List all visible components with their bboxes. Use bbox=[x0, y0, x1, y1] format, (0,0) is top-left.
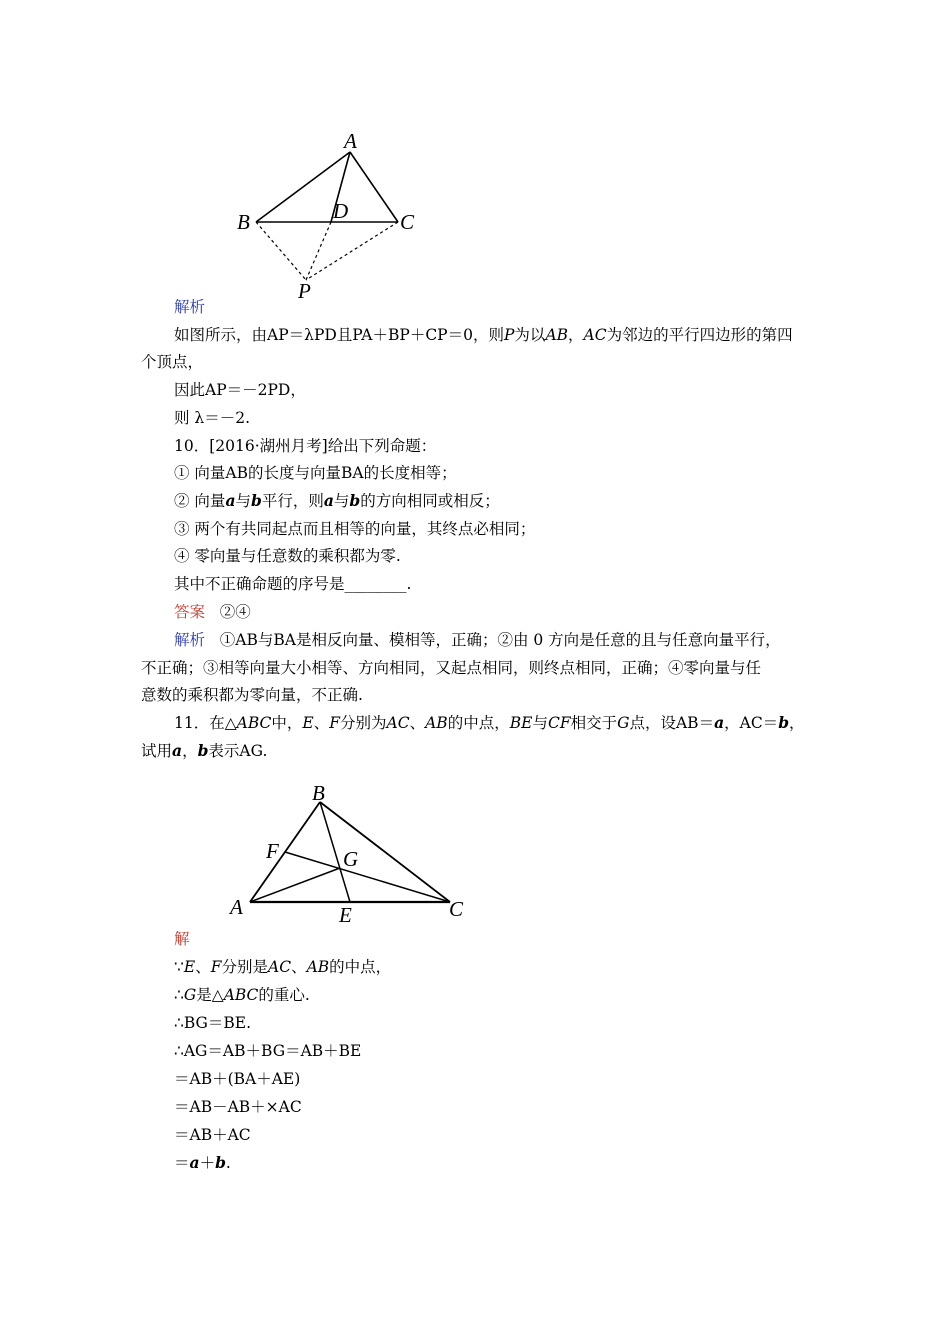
vertex-label-B: B bbox=[312, 781, 325, 805]
vertex-label-B: B bbox=[237, 210, 250, 234]
question-10-prompt: 其中不正确命题的序号是________. bbox=[174, 575, 412, 593]
question-10-item-1: ① 向量AB的长度与向量BA的长度相等； bbox=[174, 464, 457, 482]
question-10-answer bbox=[174, 602, 251, 622]
question-10-item-4: ④ 零向量与任意数的乘积都为零. bbox=[174, 547, 401, 565]
vertex-label-F: F bbox=[266, 839, 279, 863]
solution-line-1: ∵E、F分别是AC、AB的中点， bbox=[174, 958, 392, 976]
analysis-9-line-2: 个顶点， bbox=[141, 353, 204, 371]
question-10-explanation-3: 意数的乘积都为零向量，不正确. bbox=[141, 686, 363, 704]
question-10-item-2: ② 向量a与b平行，则a与b的方向相同或相反； bbox=[174, 491, 500, 510]
question-11-line-2: 试用a，b表示AG. bbox=[141, 741, 268, 760]
segment-CP bbox=[306, 222, 398, 280]
vertex-label-A: A bbox=[344, 130, 357, 153]
segment-DP bbox=[306, 222, 331, 280]
vertex-label-E: E bbox=[339, 903, 352, 927]
answer-value: ②④ bbox=[219, 603, 251, 621]
solution-line-2: ∴G是△ABC的重心. bbox=[174, 986, 310, 1004]
solution-line-6: ＝AB－AB＋×AC bbox=[174, 1098, 302, 1116]
question-11-line-1: 11．在△ABC中，E、F分别为AC、AB的中点，BE与CF相交于G点，设AB＝a，AC＝b， bbox=[174, 713, 805, 732]
vertex-label-P: P bbox=[298, 279, 311, 300]
solution-line-4: ∴AG＝AB＋BG＝AB＋BE bbox=[174, 1042, 362, 1060]
vertex-label-G: G bbox=[343, 847, 359, 871]
analysis-label-10: 解析 bbox=[174, 631, 206, 649]
answer-label: 答案 bbox=[174, 603, 206, 621]
question-10-explanation-1: 解析 ①AB与BA是相反向量、模相等，正确；②由 0 方向是任意的且与任意向量平行， bbox=[174, 631, 781, 649]
vertex-label-A: A bbox=[230, 895, 243, 919]
segment-CF bbox=[285, 852, 450, 902]
solution-line-5: ＝AB＋(BA＋AE) bbox=[174, 1070, 301, 1088]
question-10-item-3: ③ 两个有共同起点而且相等的向量，其终点必相同； bbox=[174, 520, 536, 538]
analysis-label-9: 解析 bbox=[174, 298, 206, 316]
question-10-explanation-2: 不正确；③相等向量大小相等、方向相同，又起点相同，则终点相同，正确；④零向量与任 bbox=[141, 659, 762, 677]
question-10-title: 10．[2016·湖州月考]给出下列命题： bbox=[174, 437, 437, 455]
analysis-9-line-3: 因此AP＝－2PD， bbox=[174, 381, 306, 399]
vertex-label-C: C bbox=[400, 210, 415, 234]
segment-BC bbox=[320, 802, 450, 902]
segment-AC bbox=[350, 152, 398, 222]
analysis-9-line-4: 则 λ＝－2. bbox=[174, 409, 251, 427]
segment-AG bbox=[250, 868, 340, 902]
solution-line-3: ∴BG＝BE. bbox=[174, 1014, 252, 1032]
solution-line-7: ＝AB＋AC bbox=[174, 1126, 251, 1144]
vertex-label-D: D bbox=[333, 199, 349, 223]
solution-label: 解 bbox=[174, 930, 190, 948]
segment-BP bbox=[256, 222, 306, 280]
figure-parallelogram bbox=[230, 130, 430, 300]
vertex-label-C: C bbox=[449, 897, 464, 921]
figure-triangle-centroid bbox=[222, 778, 472, 928]
analysis-9-line-1: 如图所示，由AP＝λPD且PA＋BP＋CP＝0，则P为以AB，AC为邻边的平行四边形的第四 bbox=[174, 326, 793, 344]
solution-line-8: ＝a＋b. bbox=[174, 1153, 231, 1172]
